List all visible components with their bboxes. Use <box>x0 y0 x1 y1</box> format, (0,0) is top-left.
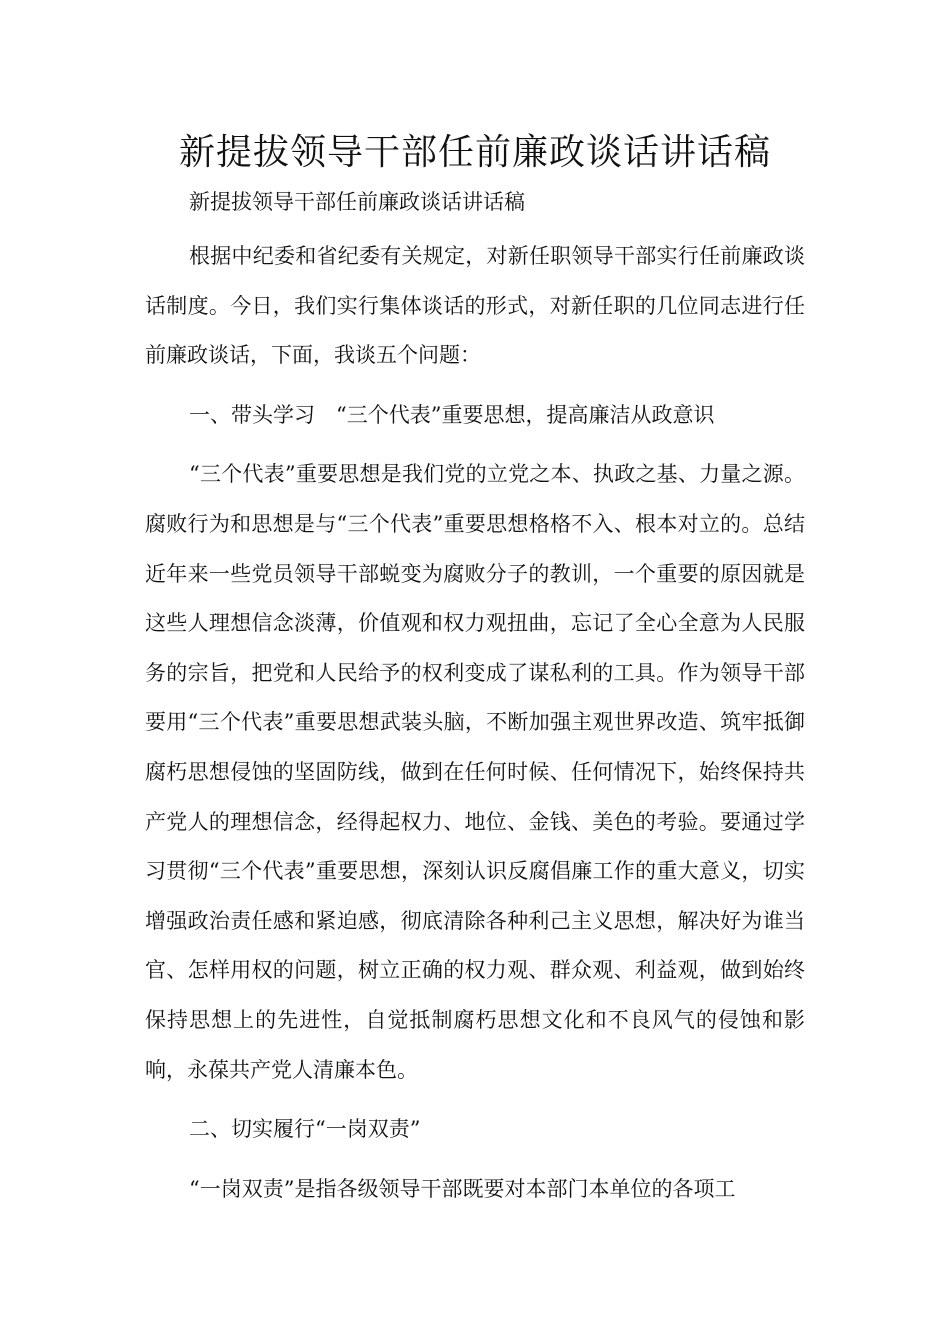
intro-paragraph: 根据中纪委和省纪委有关规定，对新任职领导干部实行任前廉政谈话制度。今日，我们实行集体谈话的形式，对新任职的几位同志进行任前廉政谈话，下面，我谈五个问题： <box>145 244 805 368</box>
section-2-paragraph: “一岗双责”是指各级领导干部既要对本部门本单位的各项工 <box>189 1176 736 1201</box>
section-1-paragraph: “三个代表”重要思想是我们党的立党之本、执政之基、力量之源。腐败行为和思想是与“三个代表”重要思想格格不入、根本对立的。总结近年来一些党员领导干部蜕变为腐败分子的教训，一个重要的原因就是这些人理想信念淡薄，价值观和权力观扭曲，忘记了全心全意为人民服务的宗旨，把党和人民给予的权利变成了谋私利的工具。作为领导干部要用“三个代表”重要思想武装头脑，不断加强主观世界改造、筑牢抵御腐朽思想侵蚀的坚固防线，做到在任何时候、任何情况下，始终保持共产党人的理想信念，经得起权力、地位、金钱、美色的考验。要通过学习贯彻“三个代表”重要思想，深刻认识反腐倡廉工作的重大意义，切实增强政治责任感和紧迫感，彻底清除各种利己主义思想，解决好为谁当官、怎样用权的问题，树立正确的权力观、群众观、利益观，做到始终保持思想上的先进性，自觉抵制腐朽思想文化和不良风气的侵蚀和影响，永葆共产党人清廉本色。 <box>145 462 805 1082</box>
document-title: 新提拔领导干部任前廉政谈话讲话稿 <box>178 132 771 173</box>
section-heading-1: 一、带头学习 “三个代表”重要思想，提高廉洁从政意识 <box>189 402 715 427</box>
document-page <box>145 128 805 1214</box>
document-subtitle: 新提拔领导干部任前廉政谈话讲话稿 <box>189 190 525 214</box>
section-heading-2: 二、切实履行“一岗双责” <box>189 1117 421 1142</box>
